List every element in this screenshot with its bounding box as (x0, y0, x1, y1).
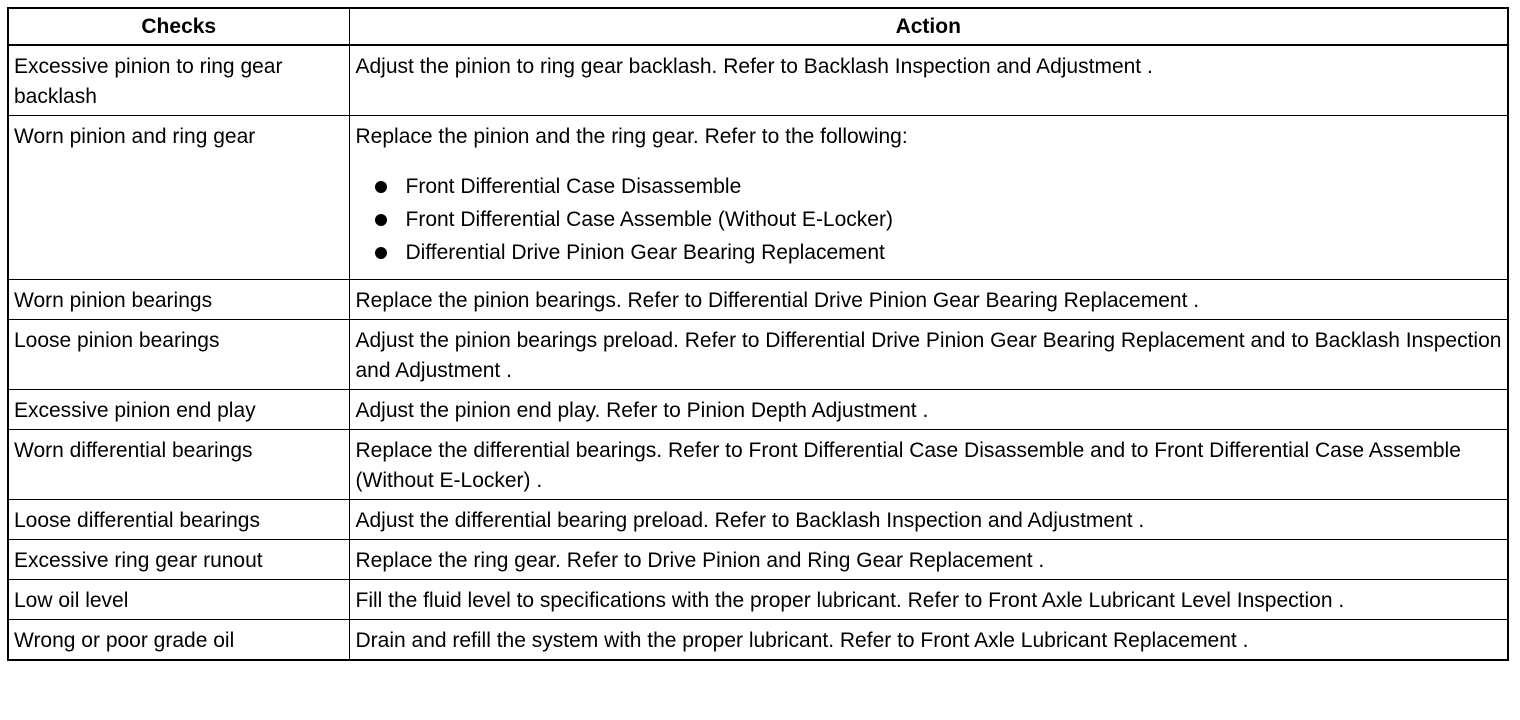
table-row (8, 390, 1508, 430)
table-row (8, 580, 1508, 620)
list-item-text: Front Differential Case Assemble (Without E-Locker) (405, 208, 893, 231)
action-cell: Adjust the pinion bearings preload. Refer to Differential Drive Pinion Gear Bearing Replacement and to Backlash Inspection and Adjustment . (349, 320, 1508, 390)
table-row (8, 430, 1508, 500)
diagnostic-table (7, 7, 1509, 661)
bullet-icon (375, 214, 387, 226)
action-cell: Replace the ring gear. Refer to Drive Pinion and Ring Gear Replacement . (349, 540, 1508, 580)
list-item (356, 236, 1503, 269)
action-cell: Replace the pinion bearings. Refer to Differential Drive Pinion Gear Bearing Replacement . (349, 280, 1508, 320)
check-cell: Worn pinion and ring gear (8, 116, 349, 280)
action-cell: Replace the differential bearings. Refer to Front Differential Case Disassemble and to Front Differential Case Assemble (Without E-Locker) . (349, 430, 1508, 500)
check-cell: Loose pinion bearings (8, 320, 349, 390)
check-cell: Loose differential bearings (8, 500, 349, 540)
list-item-text: Differential Drive Pinion Gear Bearing Replacement (405, 241, 885, 264)
action-cell: Drain and refill the system with the proper lubricant. Refer to Front Axle Lubricant Replacement . (349, 620, 1508, 661)
check-cell: Excessive pinion end play (8, 390, 349, 430)
check-cell: Worn pinion bearings (8, 280, 349, 320)
action-cell: Adjust the differential bearing preload. Refer to Backlash Inspection and Adjustment . (349, 500, 1508, 540)
action-cell (349, 116, 1508, 280)
table-row (8, 620, 1508, 661)
action-column-header: Action (349, 8, 1508, 45)
bullet-icon (375, 247, 387, 259)
check-cell: Excessive ring gear runout (8, 540, 349, 580)
bullet-list (356, 170, 1503, 269)
check-cell: Worn differential bearings (8, 430, 349, 500)
action-text: Replace the pinion and the ring gear. Refer to the following: (355, 125, 908, 148)
check-cell: Low oil level (8, 580, 349, 620)
table-row (8, 540, 1508, 580)
checks-column-header: Checks (8, 8, 349, 45)
check-cell: Wrong or poor grade oil (8, 620, 349, 661)
bullet-icon (375, 181, 387, 193)
table-row (8, 500, 1508, 540)
list-item (356, 170, 1503, 203)
table-row (8, 320, 1508, 390)
table-row (8, 280, 1508, 320)
action-cell: Fill the fluid level to specifications with the proper lubricant. Refer to Front Axle Lubricant Level Inspection . (349, 580, 1508, 620)
table-header-row (8, 8, 1508, 45)
action-cell: Adjust the pinion to ring gear backlash. Refer to Backlash Inspection and Adjustment . (349, 45, 1508, 116)
table-row (8, 45, 1508, 116)
action-cell: Adjust the pinion end play. Refer to Pinion Depth Adjustment . (349, 390, 1508, 430)
check-cell: Excessive pinion to ring gear backlash (8, 45, 349, 116)
list-item-text: Front Differential Case Disassemble (405, 175, 742, 198)
list-item (356, 203, 1503, 236)
table-row (8, 116, 1508, 280)
